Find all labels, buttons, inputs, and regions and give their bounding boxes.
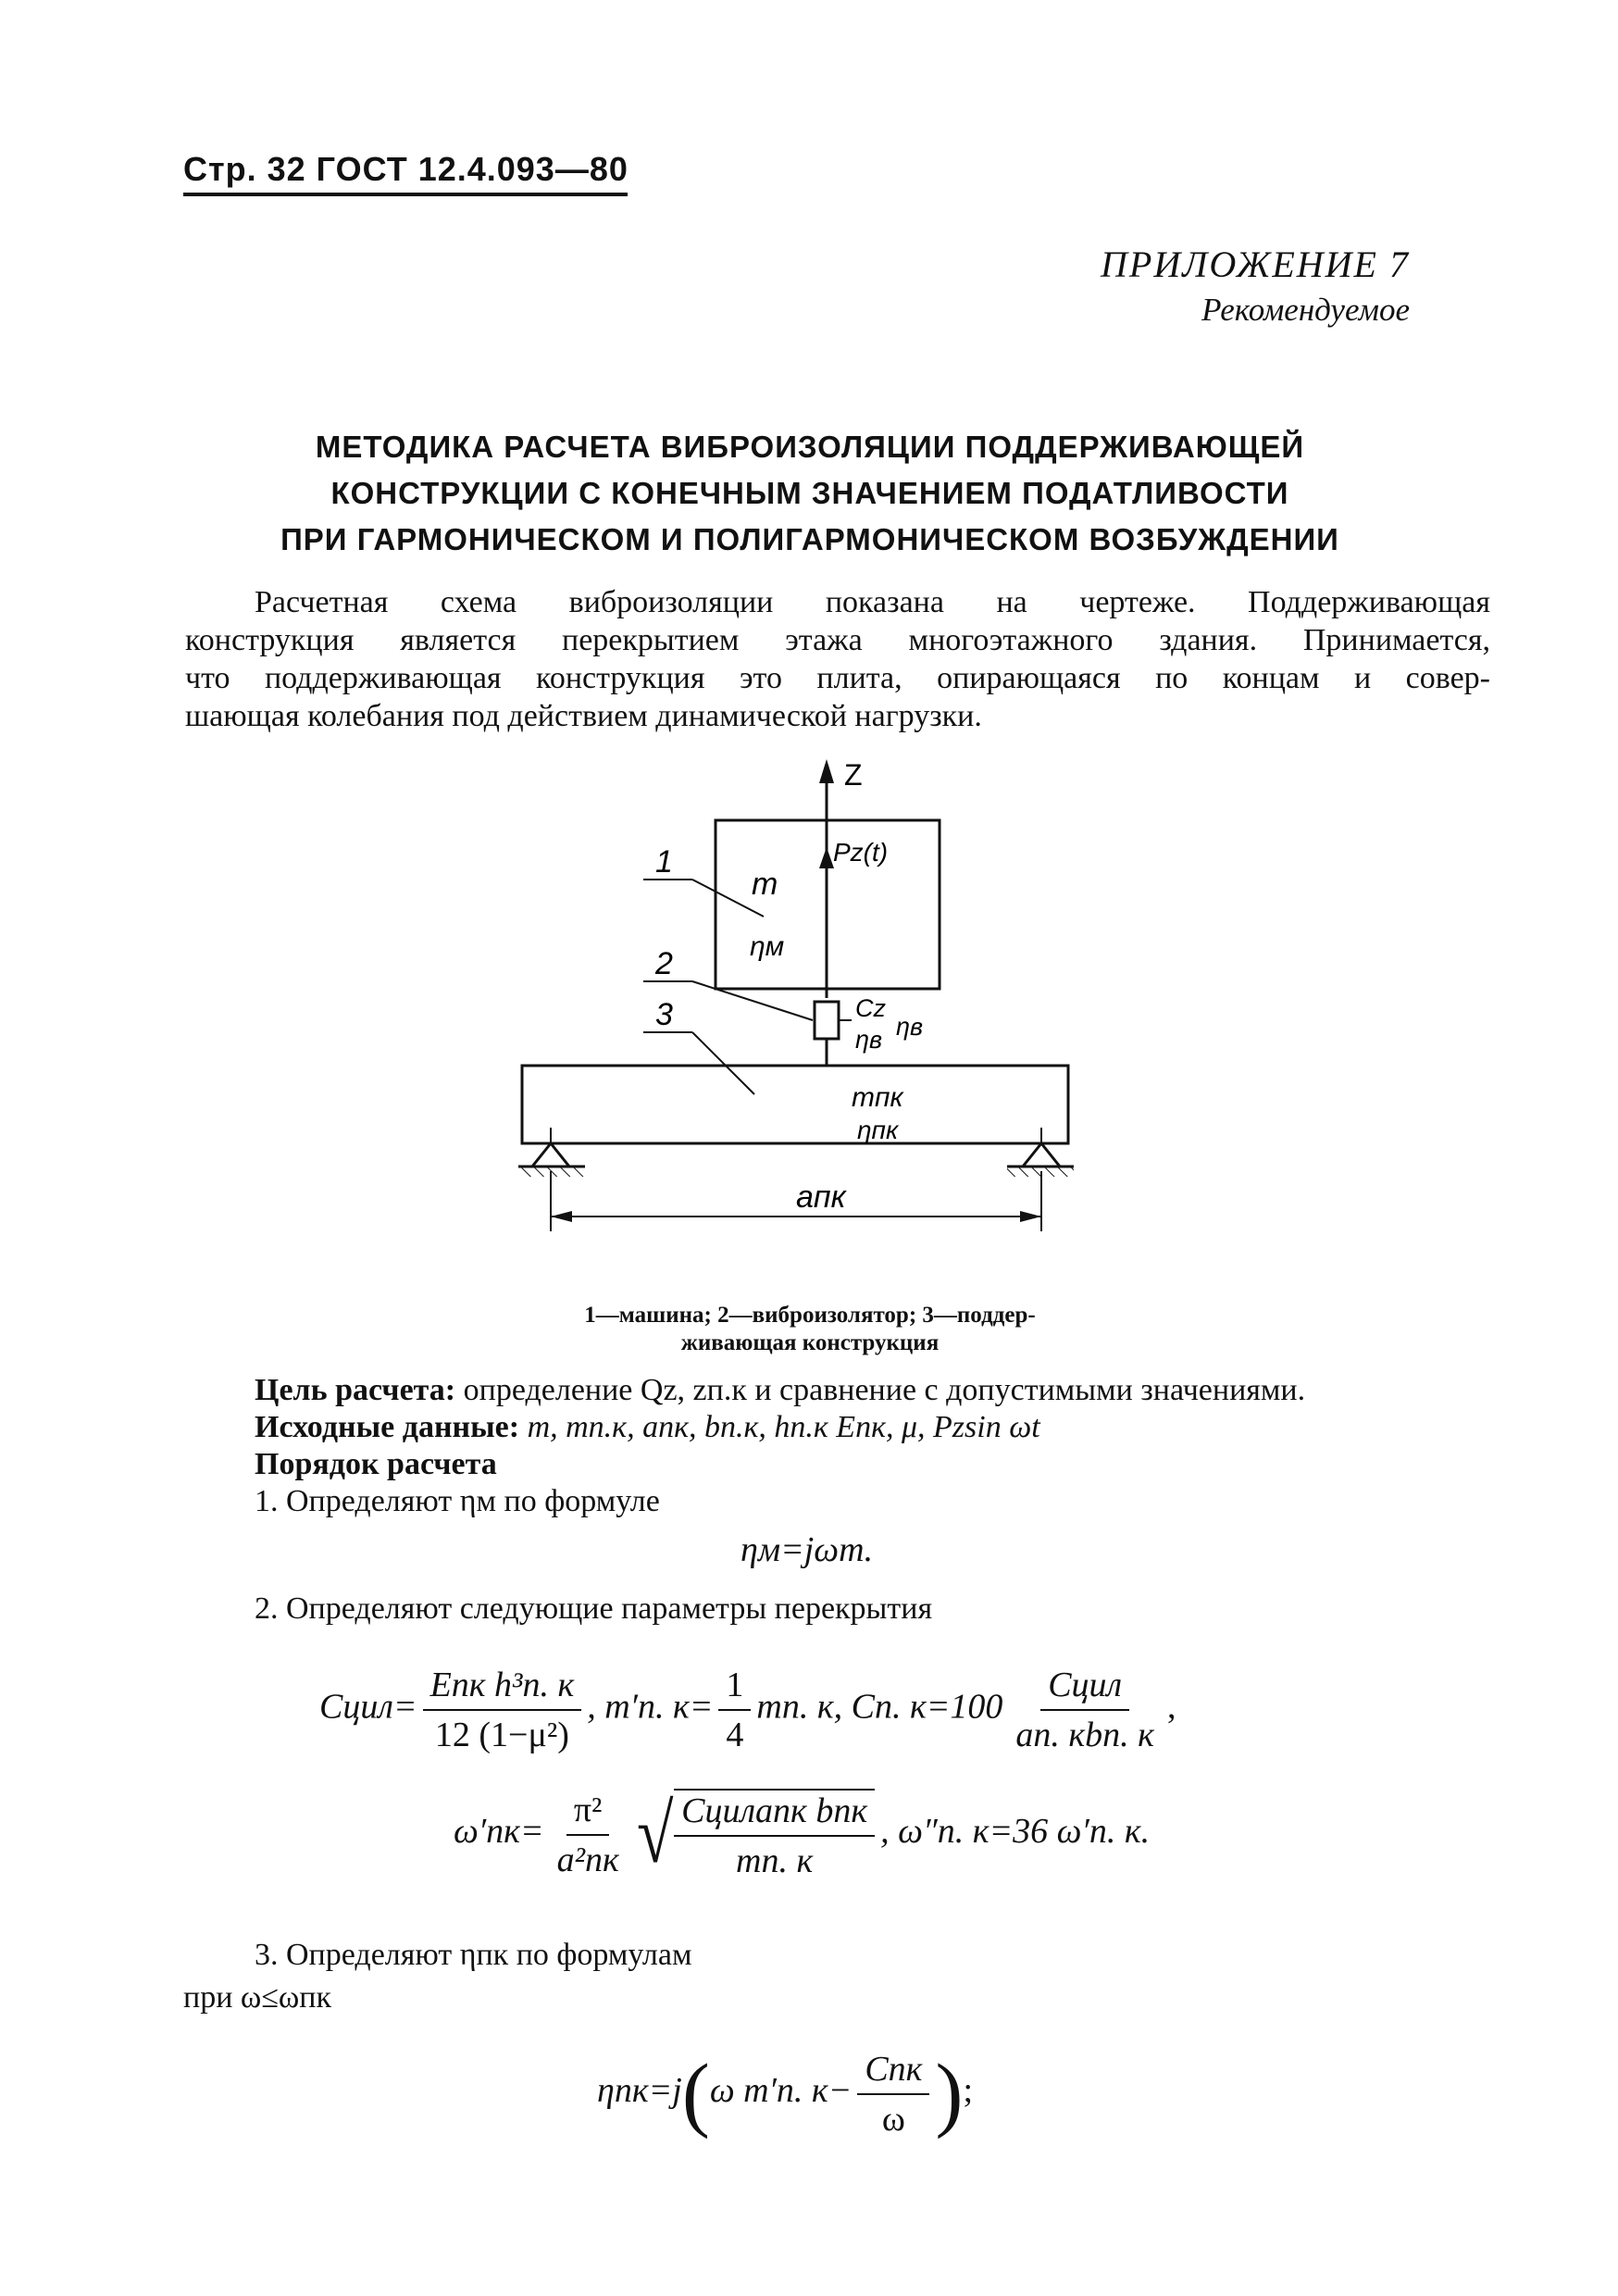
figure-caption: [407, 1302, 1213, 1357]
intro-line: Расчетная схема виброизоляции показана на чертеже. Поддерживающая: [255, 585, 1490, 619]
goal-text: определение Qz, zп.к и сравнение с допустимыми значениями.: [463, 1373, 1306, 1407]
vibration-isolation-diagram: [518, 759, 1148, 1278]
step-3-line: [255, 1937, 692, 1974]
omega-denominator: a²пк: [556, 1840, 619, 1879]
formula-eta-m: [741, 1529, 873, 1570]
c-pk-lhs: Cп. к=100: [851, 1687, 1003, 1727]
slab-impedance-label: ηпк: [857, 1116, 899, 1144]
appendix-block: [1101, 243, 1410, 329]
force-arrow: [819, 847, 834, 868]
omega-root-fraction: [674, 1789, 875, 1881]
omega-root-numerator: Cцилaпк bпк: [674, 1791, 875, 1837]
m-prime-numerator: 1: [718, 1665, 751, 1711]
document-title: [185, 424, 1435, 563]
input-label: Исходные данные:: [255, 1410, 520, 1444]
calculation-text: [255, 1372, 1305, 1520]
input-text: m, mп.к, aпк, bп.к, hп.к Eпк, μ, Pzsin ωt: [527, 1410, 1040, 1444]
eta-pk-fraction: [857, 2049, 929, 2140]
omega-fraction: [550, 1790, 627, 1880]
eta-pk-term: ω m′п. к−: [709, 2071, 853, 2111]
omega-tail: , ω″п. к=36 ω′п. к.: [880, 1812, 1151, 1852]
step-2-line: [255, 1591, 932, 1628]
omega-numerator: π²: [566, 1790, 610, 1836]
goal-line: [255, 1372, 1305, 1409]
eta-pk-tail: ;: [963, 2071, 973, 2111]
step-3: 3. Определяют ηпк по формулам: [255, 1938, 692, 1972]
c-pk-numerator: Cцил: [1040, 1665, 1129, 1711]
slab-box: [522, 1066, 1068, 1143]
sqrt-sign: √: [636, 1789, 674, 1880]
machine-mass-label: m: [752, 867, 778, 902]
condition-text: при ω≤ωпк: [183, 1980, 332, 2015]
right-paren: ): [935, 2048, 964, 2140]
order-label: Порядок расчета: [255, 1447, 497, 1481]
intro-line: что поддерживающая конструкция это плита, опирающаяся по концам и совер-: [185, 661, 1490, 695]
title-line: МЕТОДИКА РАСЧЕТА ВИБРОИЗОЛЯЦИИ ПОДДЕРЖИВАЮЩЕЙ: [315, 430, 1305, 464]
condition-line: [183, 1979, 331, 2016]
c-pk-tail: ,: [1166, 1687, 1176, 1727]
c-cyl-fraction: [423, 1665, 582, 1755]
c-cyl-numerator: Eпк h³п. к: [423, 1665, 582, 1711]
caption-line: живающая конструкция: [680, 1330, 940, 1355]
callout-2: 2: [655, 946, 673, 981]
c-cyl-denominator: 12 (1−μ²): [434, 1716, 569, 1754]
isolator-stiffness-label: Cz: [855, 994, 886, 1022]
left-support: [532, 1143, 569, 1167]
z-axis-label: Z: [844, 759, 863, 792]
header-rule: [183, 193, 628, 196]
m-prime-denominator: 4: [726, 1716, 744, 1754]
callout-3: 3: [655, 997, 673, 1032]
title-line: ПРИ ГАРМОНИЧЕСКОМ И ПОЛИГАРМОНИЧЕСКОМ ВОЗБУЖДЕНИИ: [280, 522, 1339, 556]
goal-label: Цель расчета:: [255, 1373, 456, 1407]
isolator-body: [815, 1002, 839, 1039]
slab-mass-label: mпк: [852, 1082, 903, 1113]
intro-paragraph: [185, 583, 1490, 735]
formula-eta-pk: [597, 2046, 973, 2141]
step-1: 1. Определяют ηм по формуле: [255, 1484, 660, 1518]
m-prime-fraction: [718, 1665, 751, 1755]
m-prime-tail: mп. к,: [756, 1687, 843, 1727]
appendix-label: ПРИЛОЖЕНИЕ 7: [1101, 243, 1410, 285]
force-label: Pz(t): [833, 838, 889, 867]
eta-pk-denominator: ω: [881, 2099, 905, 2139]
intro-line: конструкция является перекрытием этажа многоэтажного здания. Принимается,: [185, 623, 1490, 657]
step-2: 2. Определяют следующие параметры перекрытия: [255, 1591, 933, 1626]
left-paren: (: [681, 2048, 710, 2140]
omega-lhs: ω′пк=: [454, 1812, 544, 1852]
c-pk-fraction: [1008, 1665, 1162, 1755]
title-line: КОНСТРУКЦИИ С КОНЕЧНЫМ ЗНАЧЕНИЕМ ПОДАТЛИВОСТИ: [330, 476, 1289, 510]
formula-omega: [454, 1787, 1150, 1882]
z-axis-arrow: [819, 759, 834, 783]
isolator-impedance-label: ηв: [855, 1026, 883, 1054]
caption-line: 1—машина; 2—виброизолятор; 3—поддер-: [584, 1303, 1036, 1328]
formula-plate-params: [319, 1665, 1176, 1755]
c-pk-denominator: aп. кbп. к: [1015, 1716, 1154, 1754]
appendix-status: Рекомендуемое: [1201, 292, 1410, 328]
page-header: Стр. 32 ГОСТ 12.4.093—80: [183, 150, 629, 188]
m-prime-lhs: , m′п. к=: [587, 1687, 714, 1727]
c-cyl-lhs: Cцил=: [319, 1687, 417, 1727]
eta-m-expression: ηм=jωm.: [741, 1530, 874, 1569]
machine-impedance-label: ηм: [750, 931, 785, 962]
eta-pk-lhs: ηпк=j: [597, 2071, 682, 2111]
input-line: [255, 1409, 1305, 1446]
callout-1: 1: [655, 844, 673, 880]
span-label: aпк: [796, 1179, 846, 1215]
intro-line: шающая колебания под действием динамической нагрузки.: [185, 699, 982, 733]
order-line: [255, 1446, 1305, 1483]
omega-root-denominator: mп. к: [736, 1841, 814, 1880]
right-support: [1023, 1143, 1060, 1167]
eta-pk-numerator: Cпк: [857, 2049, 929, 2095]
isolator-impedance-label-2: ηв: [896, 1013, 924, 1041]
